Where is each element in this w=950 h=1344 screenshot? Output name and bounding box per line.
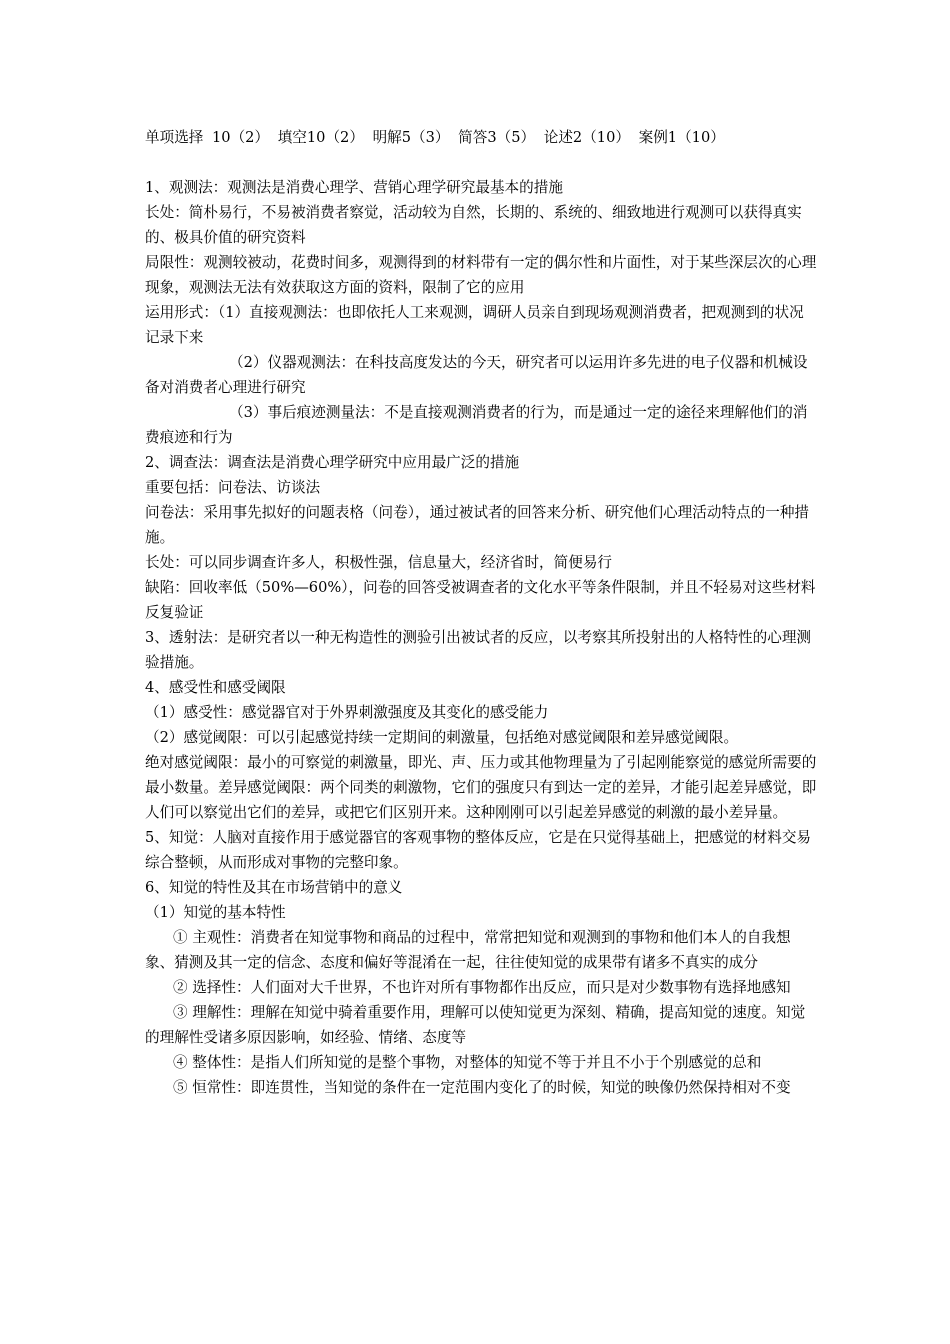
paragraph: ⑤ 恒常性：即连贯性，当知觉的条件在一定范围内变化了的时候，知觉的映像仍然保持相对不变 [173, 1079, 791, 1096]
paragraph: 5、知觉：人脑对直接作用于感觉器官的客观事物的整体反应，它是在只觉得基础上，把感觉的材料交易综合整顿，从而形成对事物的完整印象。 [145, 829, 812, 871]
paragraph: 重要包括：问卷法、访谈法 [145, 479, 321, 496]
paragraph: 3、透射法：是研究者以一种无构造性的测验引出被试者的反应，以考察其所投射出的人格特性的心理测验措施。 [145, 629, 812, 671]
paragraph: （2）感觉阈限：可以引起感觉持续一定期间的刺激量，包括绝对感觉阈限和差异感觉阈限。 [145, 729, 739, 746]
paragraph: （1）感受性：感觉器官对于外界刺激强度及其变化的感受能力 [145, 704, 549, 721]
paragraph: 运用形式：（1）直接观测法：也即依托人工来观测，调研人员亲自到现场观测消费者，把观测到的状况记录下来 [145, 304, 804, 346]
paragraph: （3）事后痕迹测量法：不是直接观测消费者的行为，而是通过一定的途径来理解他们的消费痕迹和行为 [145, 404, 808, 446]
document-body [145, 175, 817, 1100]
paragraph: （1）知觉的基本特性 [145, 904, 286, 921]
paragraph: （2）仪器观测法：在科技高度发达的今天，研究者可以运用许多先进的电子仪器和机械设备对消费者心理进行研究 [145, 354, 808, 396]
paragraph: 绝对感觉阈限：最小的可察觉的刺激量，即光、声、压力或其他物理量为了引起刚能察觉的感觉所需要的最小数量。差异感觉阈限：两个同类的刺激物，它们的强度只有到达一定的差异，才能引起差异感觉，即人们可以察觉出它们的差异，或把它们区别开来。这种刚刚可以引起差异感觉的刺激的最小差异量。 [145, 754, 817, 821]
paragraph: 局限性：观测较被动，花费时间多，观测得到的材料带有一定的偶尔性和片面性，对于某些深层次的心理现象，观测法无法有效获取这方面的资料，限制了它的应用 [145, 254, 817, 296]
paragraph: 缺陷：回收率低（50%—60%），问卷的回答受被调查者的文化水平等条件限制，并且不轻易对这些材料反复验证 [145, 579, 816, 621]
paragraph: 长处：可以同步调查许多人，积极性强，信息量大，经济省时，简便易行 [145, 554, 613, 571]
paragraph: ② 选择性：人们面对大千世界，不也许对所有事物都作出反应，而只是对少数事物有选择地感知 [173, 979, 791, 996]
paragraph: ④ 整体性：是指人们所知觉的是整个事物，对整体的知觉不等于并且不小于个别感觉的总和 [173, 1054, 762, 1071]
document-page [145, 125, 817, 1100]
paragraph: ① 主观性：消费者在知觉事物和商品的过程中，常常把知觉和观测到的事物和他们本人的自我想象、猜测及其一定的信念、态度和偏好等混淆在一起，往往使知觉的成果带有诸多不真实的成分 [145, 929, 791, 971]
paragraph: 长处：简朴易行，不易被消费者察觉，活动较为自然，长期的、系统的、细致地进行观测可以获得真实的、极具价值的研究资料 [145, 204, 802, 246]
exam-format-header: 单项选择 10（2） 填空10（2） 明解5（3） 简答3（5） 论述2（10） 案例1（10） [145, 129, 725, 146]
paragraph: 2、调查法：调查法是消费心理学研究中应用最广泛的措施 [145, 454, 520, 471]
paragraph: 1、观测法：观测法是消费心理学、营销心理学研究最基本的措施 [145, 179, 563, 196]
paragraph: 问卷法：采用事先拟好的问题表格（问卷），通过被试者的回答来分析、研究他们心理活动特点的一种措施。 [145, 504, 810, 546]
paragraph: 4、感受性和感受阈限 [145, 679, 286, 696]
paragraph: 6、知觉的特性及其在市场营销中的意义 [145, 879, 403, 896]
paragraph: ③ 理解性：理解在知觉中骑着重要作用，理解可以使知觉更为深刻、精确，提高知觉的速度。知觉的理解性受诸多原因影响，如经验、情绪、态度等 [145, 1004, 806, 1046]
